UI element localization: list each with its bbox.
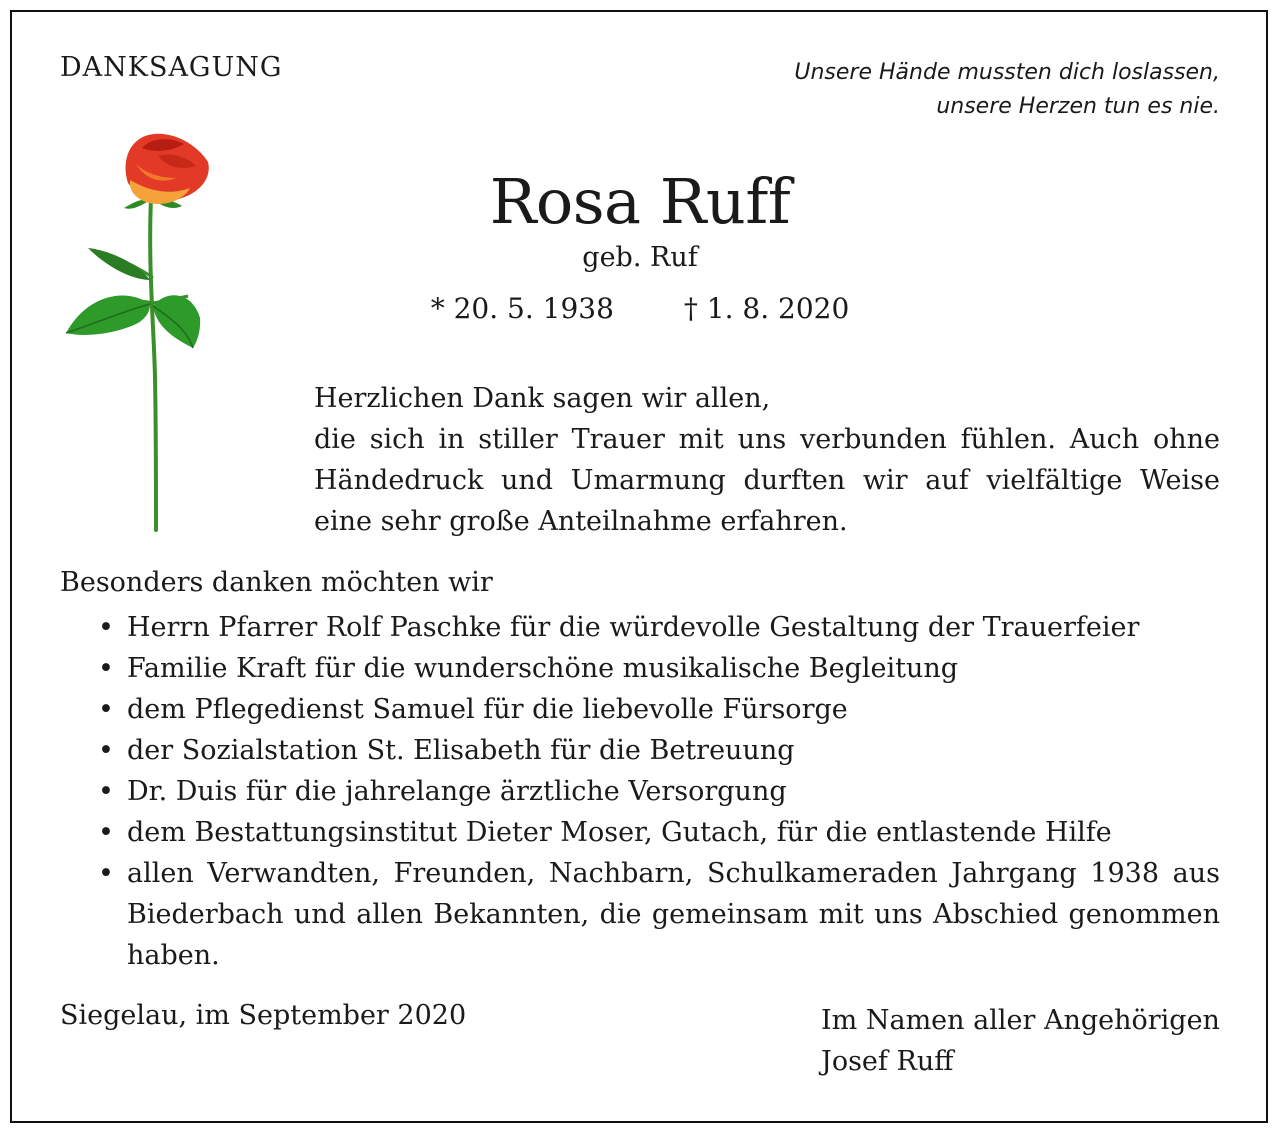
- list-item: • der Sozialstation St. Elisabeth für die Betreuung: [98, 730, 1220, 771]
- list-item: • Dr. Duis für die jahrelange ärztliche Versorgung: [98, 771, 1220, 812]
- motto-line-2: unsere Herzen tun es nie.: [936, 94, 1220, 119]
- signature: [821, 1000, 1220, 1082]
- special-thanks-intro: Besonders danken möchten wir: [60, 567, 493, 598]
- list-item: • Familie Kraft für die wunderschöne musikalische Begleitung: [98, 648, 1220, 689]
- notice-heading: DANKSAGUNG: [60, 52, 283, 83]
- birth-name: geb. Ruf: [582, 242, 698, 273]
- death-date: † 1. 8. 2020: [683, 292, 850, 325]
- life-dates: [340, 292, 940, 325]
- thanks-first-line: Herzlichen Dank sagen wir allen,: [314, 383, 771, 414]
- list-item: • Herrn Pfarrer Rolf Paschke für die würdevolle Gestaltung der Trauerfeier: [98, 607, 1220, 648]
- birth-date: * 20. 5. 1938: [430, 292, 614, 325]
- signature-line: Im Namen aller Angehörigen: [821, 1005, 1220, 1036]
- signature-name: Josef Ruff: [821, 1046, 954, 1077]
- list-item: • dem Pflegedienst Samuel für die liebevolle Fürsorge: [98, 689, 1220, 730]
- special-thanks-list: [98, 607, 1220, 976]
- list-item: • allen Verwandten, Freunden, Nachbarn, Schulkameraden Jahrgang 1938 aus Biederbach und allen Bekannten, die gemeinsam mit uns Abschied genommen haben.: [98, 853, 1220, 976]
- deceased-name: Rosa Ruff: [489, 165, 791, 238]
- motto-line-1: Unsere Hände mussten dich loslassen,: [794, 60, 1220, 85]
- list-item: • dem Bestattungsinstitut Dieter Moser, Gutach, für die entlastende Hilfe: [98, 812, 1220, 853]
- motto-quote: [780, 56, 1220, 124]
- thanks-paragraph: [314, 378, 1220, 542]
- thanks-body: die sich in stiller Trauer mit uns verbunden fühlen. Auch ohne Händedruck und Umarmung durften wir auf vielfältige Weise eine sehr große Anteilnahme erfahren.: [314, 424, 1220, 537]
- rose-illustration: [58, 128, 223, 538]
- place-and-date: Siegelau, im September 2020: [60, 1000, 467, 1031]
